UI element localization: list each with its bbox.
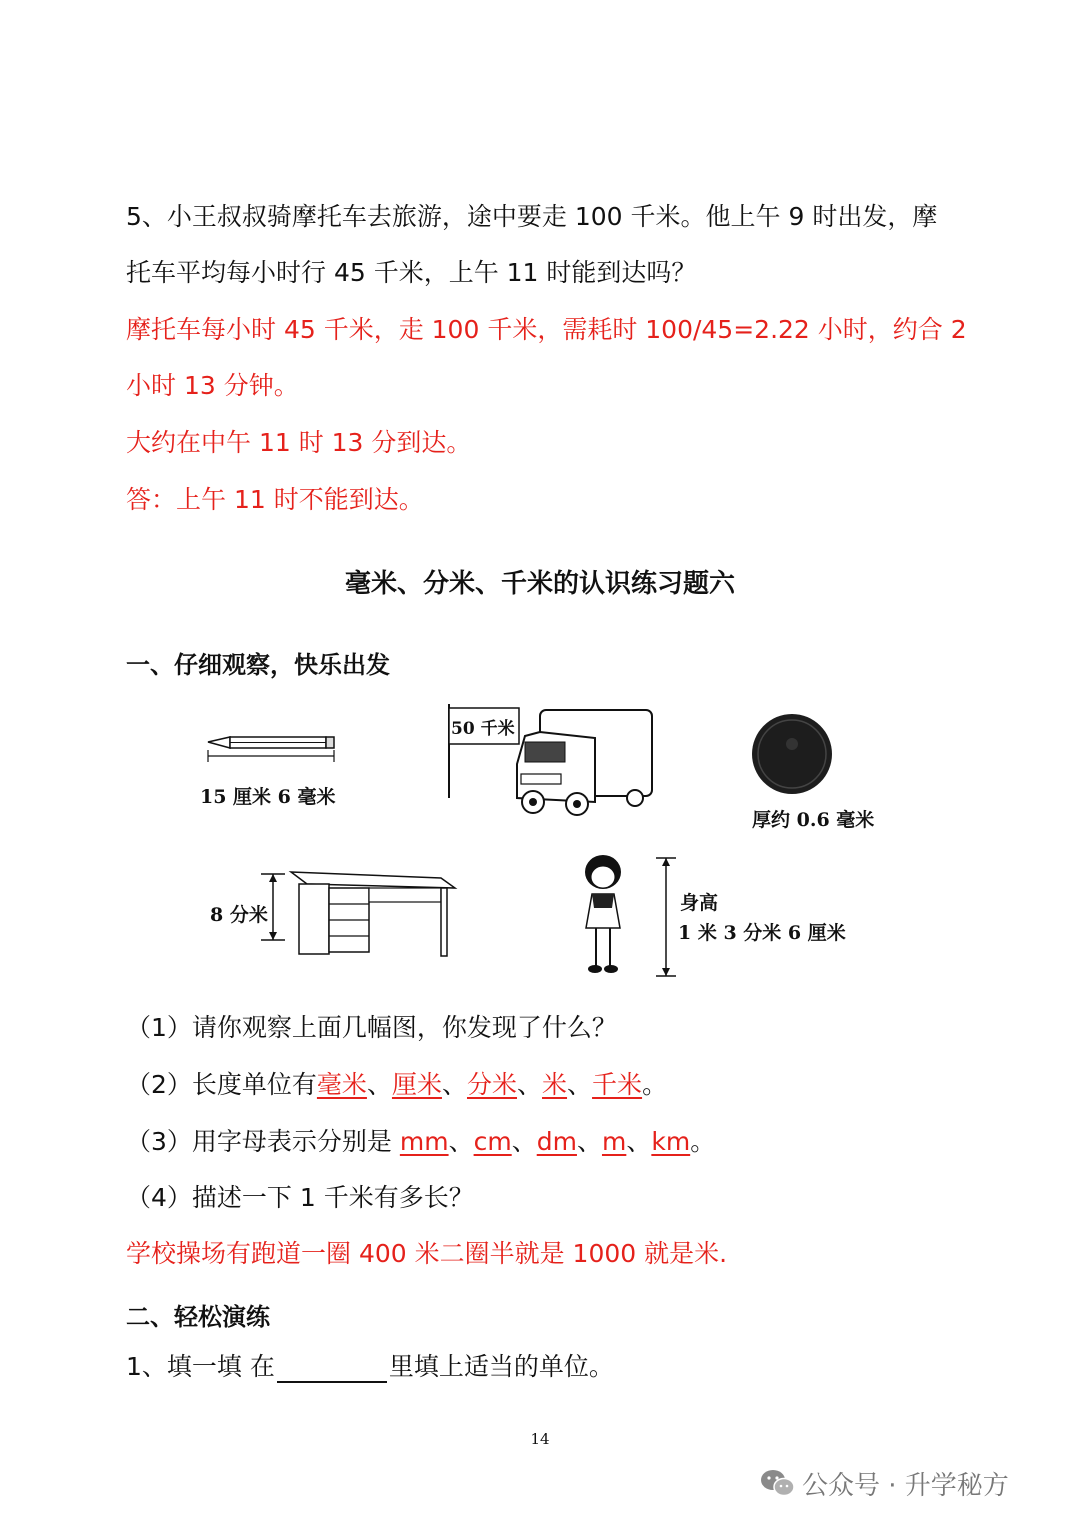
fill-prefix: 1、填一填 在: [126, 1352, 275, 1381]
section1-a4: 学校操场有跑道一圈 400 米二圈半就是 1000 就是米.: [126, 1239, 728, 1268]
pencil-illustration: [200, 728, 340, 768]
q3-prefix: （3）用字母表示分别是: [126, 1127, 400, 1156]
section1-q2: [126, 1069, 667, 1101]
problem5-answer-line1: 摩托车每小时 45 千米，走 100 千米，需耗时 100/45=2.22 小时，约合 2: [126, 315, 967, 344]
girl-illustration: [570, 850, 690, 980]
unit-m: 米: [542, 1070, 568, 1099]
problem5-question-line2: 托车平均每小时行 45 千米，上午 11 时能到达吗？: [126, 258, 697, 287]
desk-caption: 8 分米: [210, 904, 268, 926]
section2-heading: 二、轻松演练: [126, 1303, 270, 1331]
unit-sep: 、: [366, 1070, 392, 1099]
unit-cm: 厘米: [391, 1070, 442, 1099]
section1-heading: 一、仔细观察，快乐出发: [126, 651, 390, 679]
problem5-question-line1: 5、小王叔叔骑摩托车去旅游，途中要走 100 千米。他上午 9 时出发，摩: [126, 202, 938, 231]
flag-caption: 50 千米: [451, 719, 515, 739]
problem5-answer-line3: 大约在中午 11 时 13 分到达。: [126, 428, 472, 457]
problem5-answer-line2: 小时 13 分钟。: [126, 371, 299, 400]
q2-prefix: （2）长度单位有: [126, 1070, 317, 1099]
fill-suffix: 里填上适当的单位。: [388, 1352, 614, 1381]
fill-blank: [277, 1355, 387, 1383]
unit-sep: 、: [517, 1070, 543, 1099]
watermark-text: 公众号 · 升学秘方: [802, 1471, 1009, 1501]
coin-illustration: [750, 712, 834, 796]
symbol-cm: cm: [473, 1127, 512, 1156]
symbol-sep: 、: [576, 1127, 602, 1156]
symbol-km: km: [651, 1127, 691, 1156]
unit-sep: 、: [567, 1070, 593, 1099]
section1-q4: （4）描述一下 1 千米有多长？: [126, 1183, 474, 1212]
wechat-icon: [760, 1468, 796, 1498]
unit-mm: 毫米: [316, 1070, 367, 1099]
section1-q3: [126, 1126, 715, 1158]
coin-caption: 厚约 0.6 毫米: [752, 809, 875, 831]
section2-fill-line: [126, 1351, 614, 1383]
unit-sep: 、: [441, 1070, 467, 1099]
page-title: 毫米、分米、千米的认识练习题六: [344, 569, 735, 599]
girl-height-caption: 1 米 3 分米 6 厘米: [678, 922, 846, 944]
section1-q1: （1）请你观察上面几幅图，你发现了什么？: [126, 1013, 617, 1042]
symbol-sep: 、: [448, 1127, 474, 1156]
page-number: 14: [530, 1430, 550, 1448]
symbol-end: 。: [690, 1127, 716, 1156]
girl-label: 身高: [680, 892, 719, 914]
symbol-mm: mm: [399, 1127, 449, 1156]
problem5-answer-line4: 答：上午 11 时不能到达。: [126, 485, 424, 514]
desk-illustration: [255, 866, 460, 962]
pencil-caption: 15 厘米 6 毫米: [200, 786, 336, 808]
unit-end: 。: [642, 1070, 668, 1099]
unit-dm: 分米: [466, 1070, 517, 1099]
unit-km: 千米: [592, 1070, 643, 1099]
symbol-sep: 、: [626, 1127, 652, 1156]
symbol-sep: 、: [511, 1127, 537, 1156]
symbol-dm: dm: [536, 1127, 577, 1156]
symbol-m: m: [601, 1127, 627, 1156]
